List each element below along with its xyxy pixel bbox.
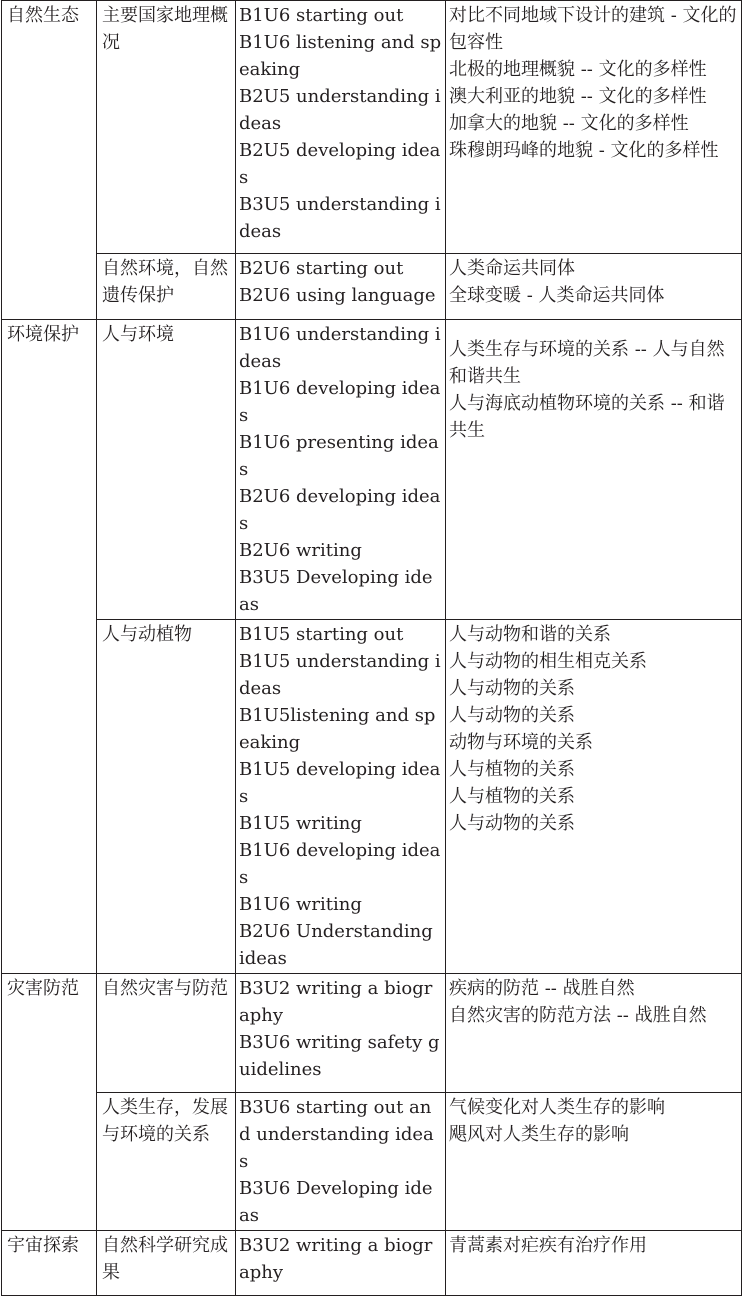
unit-item: B1U5 developing ideas bbox=[239, 759, 441, 807]
content-item: 人与植物的关系 bbox=[449, 759, 575, 780]
content-item: 动物与环境的关系 bbox=[449, 732, 593, 753]
theme-content-table bbox=[1, 0, 742, 1296]
content-item: 全球变暖 - 人类命运共同体 bbox=[449, 285, 665, 306]
unit-item: B3U5 Developing ideas bbox=[239, 567, 433, 615]
category-cell: 环境保护 bbox=[2, 320, 97, 974]
table-row bbox=[2, 320, 742, 620]
topic-cell: 人类生存，发展与环境的关系 bbox=[97, 1093, 236, 1231]
units-cell bbox=[236, 1093, 446, 1231]
table-row bbox=[2, 1093, 742, 1231]
unit-item: B1U6 developing ideas bbox=[239, 840, 441, 888]
content-cell bbox=[446, 974, 742, 1093]
content-item: 人与动物的相生相克关系 bbox=[449, 651, 647, 672]
unit-item: B1U6 starting out bbox=[239, 5, 404, 26]
units-cell bbox=[236, 320, 446, 620]
unit-item: B2U5 understanding ideas bbox=[239, 86, 441, 134]
units-cell bbox=[236, 974, 446, 1093]
unit-item: B1U5 understanding ideas bbox=[239, 651, 441, 699]
table-row bbox=[2, 1231, 742, 1296]
unit-item: B3U6 starting out and understanding ideas bbox=[239, 1097, 434, 1172]
unit-item: B1U6 developing ideas bbox=[239, 378, 441, 426]
unit-item: B1U6 writing bbox=[239, 894, 362, 915]
content-cell bbox=[446, 1231, 742, 1296]
unit-item: B1U6 presenting ideas bbox=[239, 432, 439, 480]
content-item: 自然灾害的防范方法 -- 战胜自然 bbox=[449, 1005, 707, 1026]
topic-cell: 自然环境，自然遗传保护 bbox=[97, 254, 236, 320]
content-item: 珠穆朗玛峰的地貌 - 文化的多样性 bbox=[449, 140, 719, 161]
table-row bbox=[2, 1, 742, 254]
content-item: 人与植物的关系 bbox=[449, 786, 575, 807]
topic-cell: 人与动植物 bbox=[97, 620, 236, 974]
content-item: 人与动物的关系 bbox=[449, 705, 575, 726]
unit-item: B2U6 starting out bbox=[239, 258, 404, 279]
unit-item: B2U6 developing ideas bbox=[239, 486, 441, 534]
table-row bbox=[2, 620, 742, 974]
content-item: 气候变化对人类生存的影响 bbox=[449, 1097, 665, 1118]
table-row bbox=[2, 974, 742, 1093]
units-cell bbox=[236, 1231, 446, 1296]
topic-cell: 主要国家地理概况 bbox=[97, 1, 236, 254]
unit-item: B3U6 writing safety guidelines bbox=[239, 1032, 440, 1080]
unit-item: B2U6 Understanding ideas bbox=[239, 921, 433, 969]
content-item: 飓风对人类生存的影响 bbox=[449, 1124, 629, 1145]
content-cell bbox=[446, 620, 742, 974]
content-item: 青蒿素对疟疾有治疗作用 bbox=[449, 1235, 647, 1256]
unit-item: B1U5 writing bbox=[239, 813, 362, 834]
content-item: 人类生存与环境的关系 -- 人与自然和谐共生 bbox=[449, 339, 725, 387]
unit-item: B1U5 starting out bbox=[239, 624, 404, 645]
content-cell bbox=[446, 320, 742, 620]
content-item: 加拿大的地貌 -- 文化的多样性 bbox=[449, 113, 689, 134]
unit-item: B2U5 developing ideas bbox=[239, 140, 441, 188]
topic-cell: 自然灾害与防范 bbox=[97, 974, 236, 1093]
content-item: 北极的地理概貌 -- 文化的多样性 bbox=[449, 59, 707, 80]
content-item: 疾病的防范 -- 战胜自然 bbox=[449, 978, 635, 999]
category-cell: 宇宙探索 bbox=[2, 1231, 97, 1296]
content-item: 人与动物的关系 bbox=[449, 678, 575, 699]
unit-item: B3U6 Developing ideas bbox=[239, 1178, 433, 1226]
units-cell bbox=[236, 1, 446, 254]
content-item: 人与海底动植物环境的关系 -- 和谐共生 bbox=[449, 393, 725, 441]
unit-item: B1U6 understanding ideas bbox=[239, 324, 441, 372]
topic-cell: 自然科学研究成果 bbox=[97, 1231, 236, 1296]
unit-item: B1U5listening and speaking bbox=[239, 705, 436, 753]
unit-item: B2U6 using language bbox=[239, 285, 436, 306]
content-item: 人与动物的关系 bbox=[449, 813, 575, 834]
topic-cell: 人与环境 bbox=[97, 320, 236, 620]
table-row bbox=[2, 254, 742, 320]
content-cell bbox=[446, 254, 742, 320]
unit-item: B3U2 writing a biography bbox=[239, 978, 433, 1026]
unit-item: B1U6 listening and speaking bbox=[239, 32, 442, 80]
content-item: 人类命运共同体 bbox=[449, 258, 575, 279]
content-cell bbox=[446, 1, 742, 254]
content-cell bbox=[446, 1093, 742, 1231]
category-cell: 灾害防范 bbox=[2, 974, 97, 1231]
unit-item: B3U2 writing a biography bbox=[239, 1235, 433, 1283]
units-cell bbox=[236, 254, 446, 320]
unit-item: B3U5 understanding ideas bbox=[239, 194, 441, 242]
content-item: 对比不同地域下设计的建筑 - 文化的包容性 bbox=[449, 5, 737, 53]
content-item: 澳大利亚的地貌 -- 文化的多样性 bbox=[449, 86, 707, 107]
content-item: 人与动物和谐的关系 bbox=[449, 624, 611, 645]
unit-item: B2U6 writing bbox=[239, 540, 362, 561]
category-cell: 自然生态 bbox=[2, 1, 97, 320]
units-cell bbox=[236, 620, 446, 974]
